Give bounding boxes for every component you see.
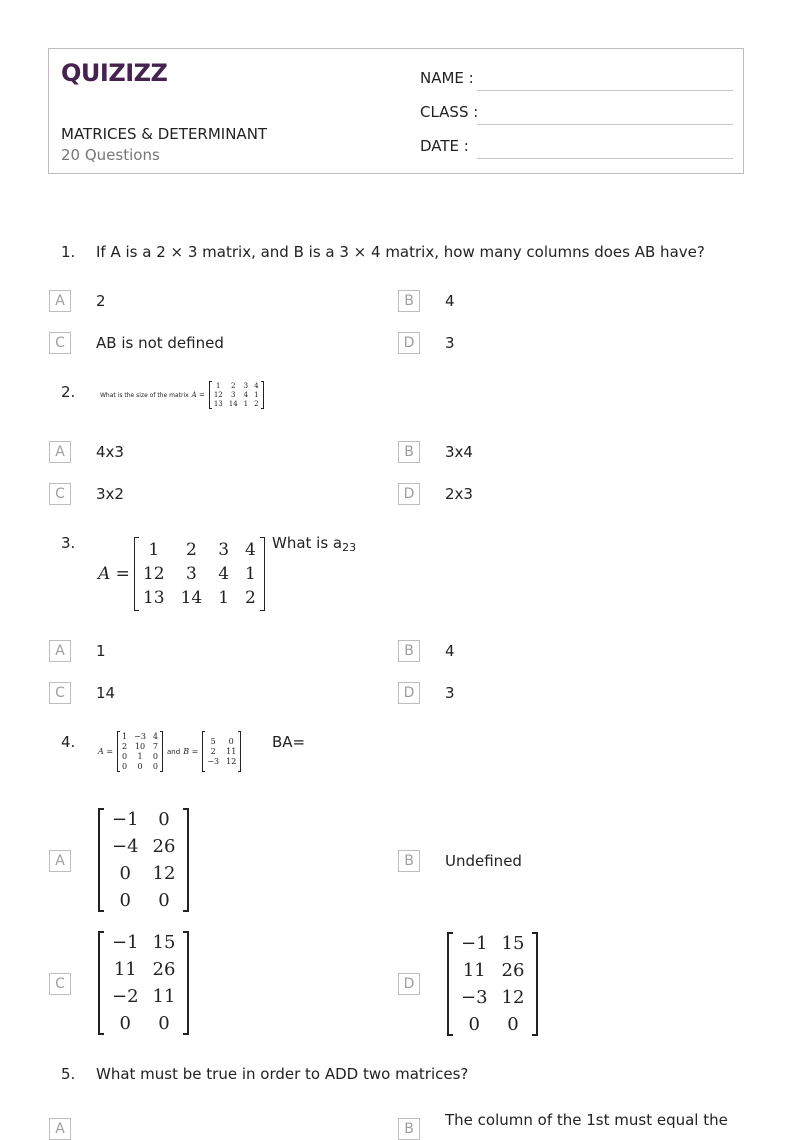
date-field[interactable] [420,137,733,159]
question-number: 2. [61,383,76,401]
option-matrix[interactable] [98,808,189,912]
question-image-matrix [100,381,264,409]
option-text[interactable]: 3 [445,334,455,352]
matrix-cell: 2 [122,742,128,751]
right-bracket [261,381,264,409]
matrix-cell: 0 [152,762,159,771]
matrix-cell: 0 [158,1013,170,1034]
date-label: DATE : [420,137,469,155]
right-bracket [160,731,163,772]
question-text [272,534,356,554]
matrix-cell: 12 [152,863,176,884]
option-matrix[interactable] [447,932,538,1036]
matrix-cell: 2 [210,747,216,756]
matrix-cell: 0 [228,737,234,746]
question-text: If A is a 2 × 3 matrix, and B is a 3 × 4 matrix, how many columns does AB have? [96,243,705,261]
matrix-cell: 1 [137,752,143,761]
option-text[interactable]: The column of the 1st must equal the [445,1111,728,1129]
right-bracket [260,537,265,611]
option-text[interactable]: 14 [96,684,116,702]
matrix-cell: 7 [152,742,159,751]
matrix-cell: 0 [119,863,131,884]
option-letter-c[interactable]: C [49,483,71,505]
option-letter-b[interactable]: B [398,1118,420,1140]
option-letter-b[interactable]: B [398,290,420,312]
option-text[interactable]: 3 [445,684,455,702]
matrix-cell: 4 [243,391,249,399]
option-letter-d[interactable]: D [398,682,420,704]
matrix-cell: 2 [230,382,236,390]
matrix-cell: 14 [228,400,238,408]
matrix-cell: 1 [122,732,128,741]
matrix-b-variable: B = [183,747,199,756]
matrix-cell: 0 [119,1013,131,1034]
right-bracket [532,932,538,1036]
subscript: 23 [342,541,357,554]
matrix-cell: −1 [461,933,488,954]
matrix-a-grid [120,731,160,772]
option-letter-d[interactable]: D [398,332,420,354]
name-field[interactable] [420,69,733,91]
matrix-cell: 0 [468,1014,480,1035]
matrix-grid [104,807,183,913]
matrix-cell: 4 [152,732,159,741]
matrix-cell: 0 [507,1014,519,1035]
and-text: and [167,747,181,756]
date-line[interactable] [477,158,733,159]
question-number: 5. [61,1065,76,1083]
matrix-cell: 5 [210,737,216,746]
matrix-cell: −1 [112,809,139,830]
matrix-cell: 3 [230,391,236,399]
matrix-b-grid [205,736,238,767]
matrix-cell: 26 [152,959,176,980]
matrix-cell: 3 [218,540,230,560]
matrix-cell: 11 [113,959,137,980]
class-label: CLASS : [420,103,479,121]
name-label: NAME : [420,69,474,87]
matrix-caption: What is the size of the matrix [100,391,189,399]
question-text-main: What is a [272,534,343,552]
matrix-cell: 3 [185,564,197,584]
question-number: 3. [61,534,76,552]
option-letter-a[interactable]: A [49,290,71,312]
matrix-cell: 0 [158,890,170,911]
option-text[interactable]: 4x3 [96,443,124,461]
matrix-variable: A = [98,564,130,584]
matrix-cell: −3 [134,732,146,741]
matrix-cell: 0 [137,762,143,771]
option-letter-d[interactable]: D [398,483,420,505]
matrix-cell: 11 [226,747,237,756]
option-letter-a[interactable]: A [49,441,71,463]
option-text[interactable]: 1 [96,642,106,660]
right-bracket [183,808,189,912]
quizizz-logo: QUIZIZZ [61,59,168,87]
matrix-cell: 12 [142,564,165,584]
matrix-grid [139,537,260,611]
matrix-cell: 14 [180,588,203,608]
matrix-cell: 1 [243,400,249,408]
matrix-cell: 13 [213,400,223,408]
matrix-cell: −3 [461,987,488,1008]
matrix-cell: 2 [254,400,259,408]
matrix-a-variable: A = [98,747,114,756]
right-bracket [183,931,189,1035]
matrix-cell: 12 [226,757,237,766]
option-text[interactable]: 4 [445,642,455,660]
matrix-cell: 1 [148,540,160,560]
matrix-grid [212,381,261,409]
matrix-cell: 26 [152,836,176,857]
option-text[interactable]: Undefined [445,852,522,870]
matrix-cell: 3 [243,382,249,390]
option-text[interactable]: 2x3 [445,485,473,503]
matrix-cell: 11 [152,986,176,1007]
matrix-grid [453,931,532,1037]
worksheet-title: MATRICES & DETERMINANT [61,125,268,143]
option-letter-a[interactable]: A [49,640,71,662]
option-text[interactable]: 3x4 [445,443,473,461]
matrix-cell: 1 [218,588,230,608]
matrix-cell: −1 [112,932,139,953]
name-line[interactable] [477,90,733,91]
matrix-cell: 4 [245,540,256,560]
option-letter-c[interactable]: C [49,973,71,995]
matrix-cell: −4 [112,836,139,857]
matrix-cell: 2 [185,540,197,560]
option-letter-b[interactable]: B [398,640,420,662]
matrix-cell: 2 [245,588,256,608]
matrix-cell: 15 [501,933,525,954]
matrix-cell: 13 [142,588,165,608]
matrix-cell: 0 [158,809,170,830]
matrix-cell: 4 [218,564,230,584]
option-text[interactable]: 4 [445,292,455,310]
question-number: 1. [61,243,76,261]
class-field[interactable] [420,103,733,125]
matrix-cell: 1 [216,382,221,390]
matrix-cell: 0 [152,752,159,761]
question-image-matrices [98,731,241,772]
option-letter-c[interactable]: C [49,682,71,704]
matrix-cell: 12 [501,987,525,1008]
matrix-cell: −2 [112,986,139,1007]
matrix-cell: 1 [245,564,256,584]
option-letter-b[interactable]: B [398,441,420,463]
worksheet-header [48,48,744,174]
option-matrix[interactable] [98,931,189,1035]
matrix-variable: A = [191,391,205,399]
question-text: BA= [272,733,306,751]
matrix-cell: 26 [501,960,525,981]
class-line[interactable] [477,124,733,125]
question-image-matrix [98,537,265,611]
matrix-cell: 10 [134,742,146,751]
option-text[interactable]: AB is not defined [96,334,224,352]
option-letter-c[interactable]: C [49,332,71,354]
matrix-cell: 0 [122,752,128,761]
matrix-cell: 11 [462,960,486,981]
matrix-cell: 0 [119,890,131,911]
option-letter-d[interactable]: D [398,973,420,995]
matrix-cell: 4 [254,382,259,390]
right-bracket [238,731,241,772]
matrix-cell: 1 [254,391,259,399]
matrix-cell: 15 [152,932,176,953]
matrix-cell: 12 [213,391,223,399]
question-number: 4. [61,733,76,751]
question-count: 20 Questions [61,146,160,164]
option-letter-a[interactable]: A [49,1118,71,1140]
matrix-cell: 0 [122,762,128,771]
question-text: What must be true in order to ADD two matrices? [96,1065,469,1083]
option-text[interactable]: 2 [96,292,106,310]
option-letter-a[interactable]: A [49,850,71,872]
option-letter-b[interactable]: B [398,850,420,872]
matrix-cell: −3 [207,757,220,766]
matrix-grid [104,930,183,1036]
option-text[interactable]: 3x2 [96,485,124,503]
